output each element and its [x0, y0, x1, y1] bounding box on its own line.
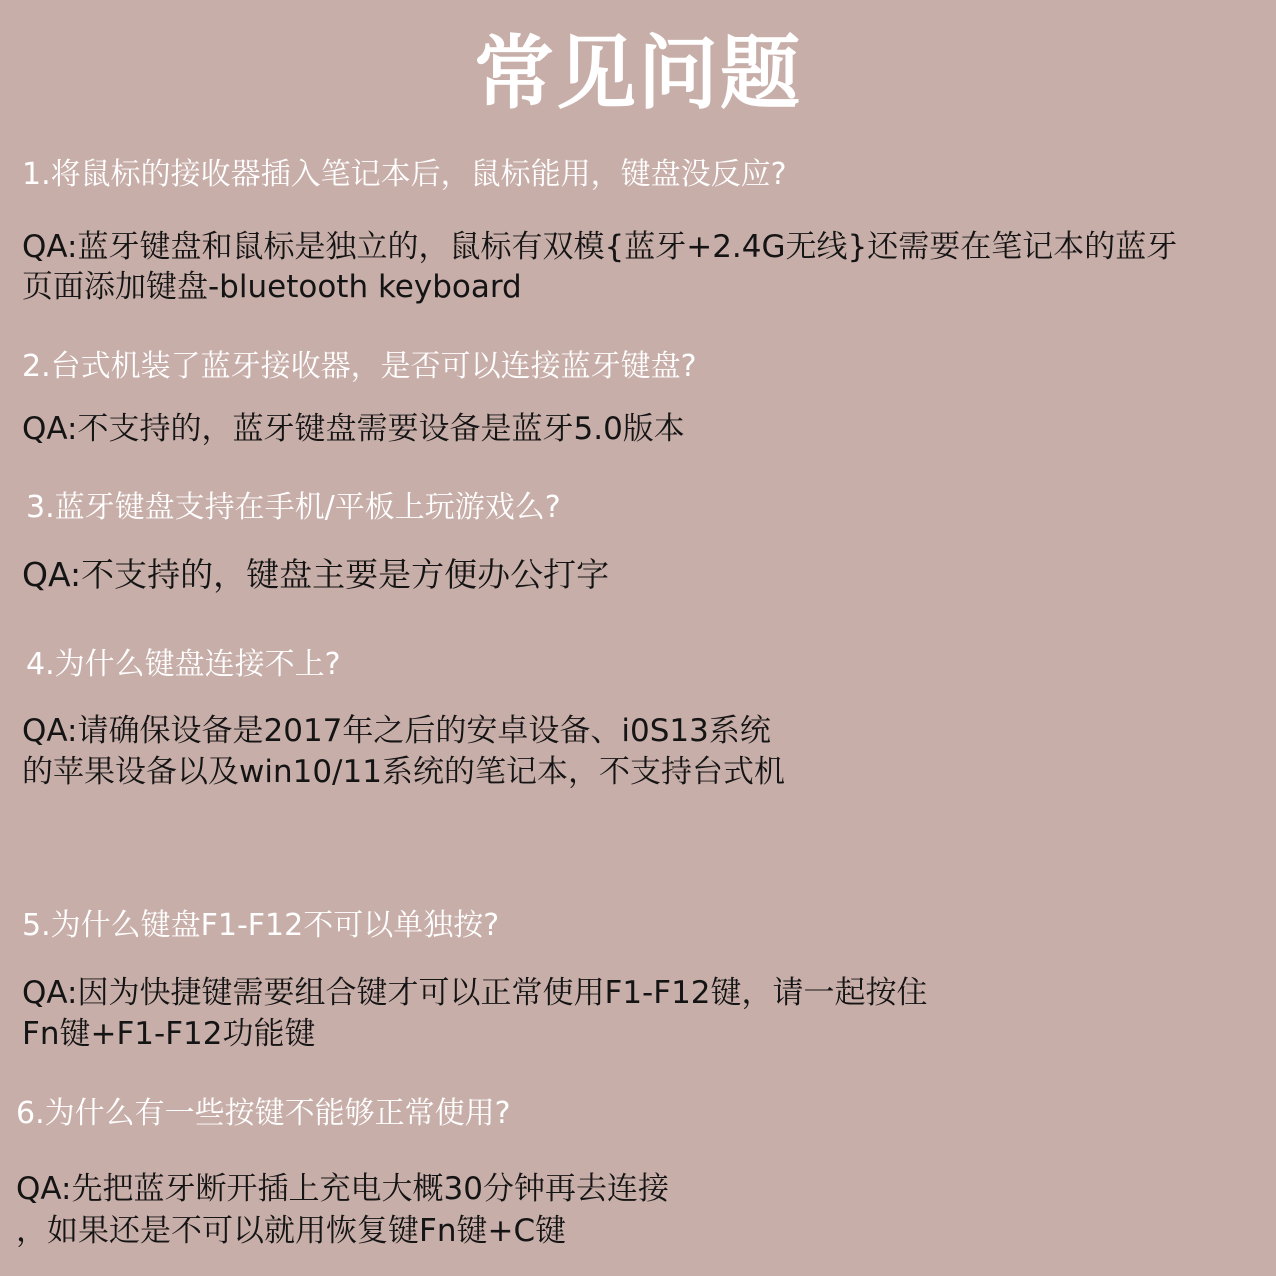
- faq-question-1: 1.将鼠标的接收器插入笔记本后，鼠标能用，键盘没反应?: [22, 157, 787, 192]
- faq-question-3: 3.蓝牙键盘支持在手机/平板上玩游戏么?: [26, 490, 561, 525]
- page-title: 常见问题: [474, 27, 802, 120]
- faq-question-4: 4.为什么键盘连接不上?: [26, 647, 341, 682]
- faq-answer-6-line-2: ，如果还是不可以就用恢复键Fn键+C键: [16, 1213, 567, 1249]
- faq-answer-5-line-2: Fn键+F1-F12功能键: [22, 1016, 316, 1052]
- faq-question-6: 6.为什么有一些按键不能够正常使用?: [16, 1096, 511, 1131]
- faq-answer-5-line-1: QA:因为快捷键需要组合键才可以正常使用F1-F12键，请一起按住: [22, 975, 928, 1011]
- faq-answer-1-line-1: QA:蓝牙键盘和鼠标是独立的，鼠标有双模{蓝牙+2.4G无线}还需要在笔记本的蓝牙: [22, 229, 1178, 265]
- faq-answer-6-line-1: QA:先把蓝牙断开插上充电大概30分钟再去连接: [16, 1171, 669, 1207]
- faq-question-2: 2.台式机装了蓝牙接收器，是否可以连接蓝牙键盘?: [22, 349, 697, 384]
- faq-answer-3-line-1: QA:不支持的，键盘主要是方便办公打字: [22, 555, 610, 594]
- faq-answer-1-line-2: 页面添加键盘-bluetooth keyboard: [22, 269, 522, 305]
- faq-answer-4-line-1: QA:请确保设备是2017年之后的安卓设备、i0S13系统: [22, 713, 771, 749]
- faq-answer-4-line-2: 的苹果设备以及win10/11系统的笔记本，不支持台式机: [22, 754, 785, 790]
- faq-question-5: 5.为什么键盘F1-F12不可以单独按?: [22, 908, 500, 943]
- faq-answer-2-line-1: QA:不支持的，蓝牙键盘需要设备是蓝牙5.0版本: [22, 411, 685, 447]
